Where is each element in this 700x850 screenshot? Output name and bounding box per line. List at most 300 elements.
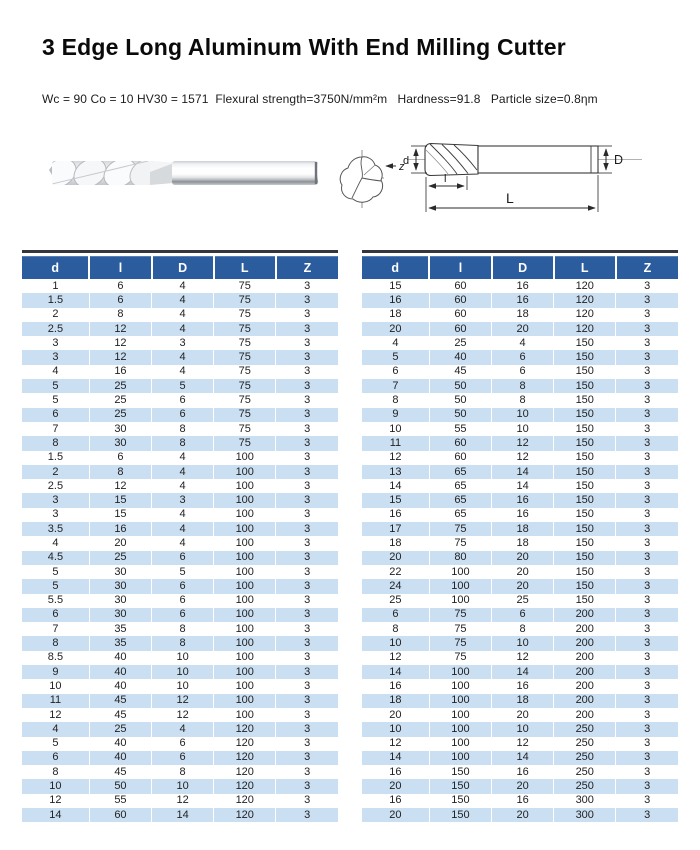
table-cell: 6	[492, 608, 554, 622]
table-row	[22, 493, 338, 507]
table-cell: 120	[214, 794, 276, 808]
table-cell: 8	[22, 436, 89, 450]
table-cell: 35	[89, 622, 151, 636]
table-cell: 12	[89, 479, 151, 493]
table-row	[362, 651, 678, 665]
table-cell: 18	[492, 308, 554, 322]
size-table	[22, 256, 338, 822]
table-cell: 30	[89, 579, 151, 593]
table-row	[362, 565, 678, 579]
table-cell: 3	[644, 308, 651, 321]
table-cell: 10	[362, 636, 429, 650]
table-row	[22, 765, 338, 779]
table-row	[22, 293, 338, 307]
table-row	[22, 665, 338, 679]
table-cell: 3	[644, 679, 651, 692]
table-cell: 14	[362, 751, 429, 765]
table-cell: 6	[492, 365, 554, 379]
table-row	[362, 451, 678, 465]
table-row	[22, 579, 338, 593]
table-cell: 25	[89, 393, 151, 407]
table-cell: 75	[429, 536, 491, 550]
table-cell: 100	[214, 579, 276, 593]
table-cell: 3	[276, 636, 338, 650]
table-cell: 6	[152, 751, 214, 765]
table-cell: 12	[492, 651, 554, 665]
table-cell: 150	[554, 479, 616, 493]
table-row	[22, 551, 338, 565]
table-cell: 6	[362, 608, 429, 622]
table-cell: 3	[616, 350, 678, 364]
table-cell: 14	[492, 479, 554, 493]
table-cell: 100	[429, 722, 491, 736]
table-row	[22, 479, 338, 493]
table-cell: 4	[22, 536, 89, 550]
table-cell: 18	[492, 522, 554, 536]
table-cell: 16	[362, 508, 429, 522]
table-row	[22, 365, 338, 379]
table-cell: 3	[276, 722, 338, 736]
table-cell: 100	[214, 665, 276, 679]
table-cell: 4	[362, 336, 429, 350]
table-cell: 8	[152, 422, 214, 436]
size-table-left	[22, 250, 338, 822]
table-cell: 15	[89, 508, 151, 522]
table-row	[362, 808, 678, 822]
table-row	[362, 465, 678, 479]
table-cell: 3	[304, 651, 311, 664]
table-cell: 8	[362, 393, 429, 407]
column-header: d	[22, 256, 89, 279]
table-cell: 60	[429, 436, 491, 450]
table-cell: 25	[89, 551, 151, 565]
table-row	[362, 408, 678, 422]
table-cell: 10	[152, 679, 214, 693]
table-cell: 25	[492, 594, 554, 608]
table-cell: 20	[492, 708, 554, 722]
table-row	[22, 722, 338, 736]
table-cell: 5	[22, 565, 89, 579]
table-row	[362, 765, 678, 779]
table-cell: 18	[362, 308, 429, 322]
table-cell: 150	[554, 393, 616, 407]
table-cell: 50	[429, 393, 491, 407]
table-cell: 6	[22, 408, 89, 422]
table-cell: 14	[362, 479, 429, 493]
table-row	[22, 751, 338, 765]
table-cell: 120	[554, 322, 616, 336]
table-cell: 3	[276, 379, 338, 393]
column-header: Z	[616, 256, 678, 279]
table-cell: 150	[554, 522, 616, 536]
table-cell: 3	[616, 551, 678, 565]
table-row	[22, 322, 338, 336]
table-cell: 150	[554, 594, 616, 608]
table-cell: 16	[492, 508, 554, 522]
table-row	[22, 565, 338, 579]
table-cell: 7	[22, 422, 89, 436]
table-cell: 4	[152, 322, 214, 336]
column-header: L	[214, 256, 276, 279]
table-cell: 120	[214, 808, 276, 822]
table-cell: 3	[304, 536, 311, 549]
table-top-bar	[22, 250, 338, 253]
table-cell: 100	[214, 694, 276, 708]
table-cell: 3	[304, 565, 311, 578]
table-cell: 100	[214, 622, 276, 636]
table-cell: 15	[362, 279, 429, 293]
table-cell: 3	[616, 694, 678, 708]
table-cell: 40	[89, 651, 151, 665]
table-cell: 100	[214, 608, 276, 622]
table-cell: 40	[89, 665, 151, 679]
table-cell: 16	[492, 765, 554, 779]
table-cell: 3	[276, 779, 338, 793]
table-cell: 100	[214, 708, 276, 722]
table-cell: 12	[22, 708, 89, 722]
cutter-photo-image	[48, 157, 324, 189]
table-cell: 16	[362, 765, 429, 779]
table-cell: 16	[362, 679, 429, 693]
table-cell: 4	[152, 293, 214, 307]
table-cell: 8	[492, 379, 554, 393]
table-cell: 200	[554, 665, 616, 679]
table-cell: 75	[214, 408, 276, 422]
table-cell: 100	[214, 479, 276, 493]
table-cell: 150	[554, 565, 616, 579]
table-cell: 14	[492, 751, 554, 765]
table-cell: 1.5	[22, 451, 89, 465]
table-cell: 6	[492, 350, 554, 364]
table-cell: 1.5	[22, 293, 89, 307]
table-row	[22, 608, 338, 622]
table-row	[362, 579, 678, 593]
table-cell: 50	[89, 779, 151, 793]
table-cell: 8	[492, 622, 554, 636]
table-cell: 18	[492, 536, 554, 550]
table-cell: 6	[152, 737, 214, 751]
table-cell: 3	[616, 408, 678, 422]
table-cell: 75	[214, 293, 276, 307]
table-cell: 8	[362, 622, 429, 636]
table-cell: 100	[429, 737, 491, 751]
table-cell: 50	[429, 379, 491, 393]
table-cell: 13	[362, 465, 429, 479]
table-row	[22, 422, 338, 436]
dimension-diagram	[400, 130, 670, 232]
table-cell: 3	[616, 379, 678, 393]
table-cell: 65	[429, 479, 491, 493]
table-cell: 6	[152, 608, 214, 622]
table-cell: 6	[152, 393, 214, 407]
table-cell: 10	[152, 665, 214, 679]
table-cell: 12	[362, 651, 429, 665]
table-cell: 5	[152, 379, 214, 393]
table-cell: 8	[152, 436, 214, 450]
table-cell: 12	[152, 694, 214, 708]
table-cell: 3	[304, 679, 311, 692]
table-cell: 10	[22, 779, 89, 793]
table-cell: 35	[89, 636, 151, 650]
table-cell: 200	[554, 636, 616, 650]
table-cell: 20	[362, 808, 429, 822]
table-cell: 200	[554, 651, 616, 665]
table-row	[362, 536, 678, 550]
table-row	[362, 679, 678, 693]
table-cell: 250	[554, 751, 616, 765]
table-cell: 3	[644, 765, 651, 778]
table-cell: 30	[89, 594, 151, 608]
table-cell: 75	[214, 336, 276, 350]
flute-length-label: l	[444, 173, 447, 185]
table-row	[362, 522, 678, 536]
table-cell: 6	[22, 608, 89, 622]
table-cell: 150	[554, 536, 616, 550]
table-cell: 3	[304, 451, 311, 464]
table-cell: 100	[214, 522, 276, 536]
table-cell: 12	[89, 336, 151, 350]
table-cell: 75	[214, 436, 276, 450]
table-cell: 55	[89, 794, 151, 808]
table-cell: 100	[429, 665, 491, 679]
table-cell: 3	[644, 708, 651, 721]
table-cell: 200	[554, 694, 616, 708]
table-cell: 80	[429, 551, 491, 565]
table-cell: 3	[616, 436, 678, 450]
table-cell: 1	[22, 279, 89, 293]
table-cell: 120	[214, 722, 276, 736]
table-cell: 3	[276, 493, 338, 507]
table-cell: 30	[89, 565, 151, 579]
table-cell: 3	[616, 293, 678, 307]
table-cell: 5.5	[22, 594, 89, 608]
table-cell: 3	[304, 508, 311, 521]
table-cell: 300	[554, 808, 616, 822]
table-cell: 16	[492, 679, 554, 693]
table-cell: 10	[362, 722, 429, 736]
table-row	[22, 436, 338, 450]
table-row	[22, 465, 338, 479]
table-cell: 120	[214, 779, 276, 793]
table-cell: 45	[89, 694, 151, 708]
table-cell: 6	[89, 279, 151, 293]
table-cell: 150	[554, 436, 616, 450]
table-cell: 120	[554, 308, 616, 322]
table-cell: 6	[89, 293, 151, 307]
table-row	[362, 551, 678, 565]
table-cell: 100	[214, 536, 276, 550]
table-cell: 11	[362, 436, 429, 450]
table-cell: 120	[214, 737, 276, 751]
table-cell: 12	[89, 322, 151, 336]
table-cell: 2.5	[22, 479, 89, 493]
table-cell: 5	[22, 379, 89, 393]
table-cell: 8	[89, 465, 151, 479]
table-cell: 75	[429, 608, 491, 622]
table-row	[362, 694, 678, 708]
table-row	[362, 779, 678, 793]
table-cell: 3	[644, 365, 651, 378]
table-cell: 20	[492, 808, 554, 822]
table-row	[22, 393, 338, 407]
table-cell: 55	[429, 422, 491, 436]
table-cell: 3	[22, 336, 89, 350]
end-mill-photo-graphic	[48, 157, 324, 189]
table-cell: 4	[22, 365, 89, 379]
table-cell: 2	[22, 465, 89, 479]
table-cell: 60	[89, 808, 151, 822]
table-cell: 45	[89, 765, 151, 779]
table-row	[22, 794, 338, 808]
table-row	[22, 536, 338, 550]
table-cell: 8	[89, 308, 151, 322]
table-cell: 25	[89, 722, 151, 736]
table-cell: 10	[362, 422, 429, 436]
table-cell: 150	[554, 408, 616, 422]
table-cell: 6	[152, 594, 214, 608]
table-cell: 10	[492, 422, 554, 436]
table-cell: 75	[429, 522, 491, 536]
table-cell: 20	[492, 579, 554, 593]
table-cell: 3	[22, 493, 89, 507]
table-row	[362, 508, 678, 522]
table-row	[22, 622, 338, 636]
table-cell: 11	[22, 694, 89, 708]
table-row	[362, 665, 678, 679]
table-cell: 75	[214, 365, 276, 379]
table-cell: 14	[492, 465, 554, 479]
table-cell: 4	[152, 536, 214, 550]
table-cell: 25	[362, 594, 429, 608]
table-cell: 8	[492, 393, 554, 407]
table-cell: 3	[276, 322, 338, 336]
table-cell: 200	[554, 608, 616, 622]
table-cell: 3	[644, 394, 651, 407]
table-cell: 25	[89, 379, 151, 393]
table-cell: 3	[152, 493, 214, 507]
table-cell: 75	[214, 350, 276, 364]
table-cell: 9	[362, 408, 429, 422]
table-row	[362, 293, 678, 307]
table-header-row	[362, 256, 678, 279]
table-cell: 4	[152, 722, 214, 736]
table-cell: 150	[554, 350, 616, 364]
table-cell: 3	[304, 765, 311, 778]
table-cell: 20	[362, 708, 429, 722]
table-cell: 250	[554, 779, 616, 793]
table-cell: 3	[276, 408, 338, 422]
table-cell: 3	[644, 336, 651, 349]
table-cell: 100	[214, 451, 276, 465]
table-cell: 100	[429, 594, 491, 608]
table-row	[362, 350, 678, 364]
table-cell: 3	[304, 737, 311, 750]
table-row	[362, 622, 678, 636]
table-row	[362, 594, 678, 608]
table-cell: 100	[214, 594, 276, 608]
table-cell: 75	[214, 308, 276, 322]
table-cell: 2.5	[22, 322, 89, 336]
table-row	[22, 379, 338, 393]
table-cell: 50	[429, 408, 491, 422]
table-cell: 24	[362, 579, 429, 593]
table-cell: 6	[152, 551, 214, 565]
table-cell: 3	[644, 279, 651, 292]
table-cell: 40	[429, 350, 491, 364]
table-cell: 10	[152, 779, 214, 793]
table-row	[362, 322, 678, 336]
table-cell: 8	[152, 636, 214, 650]
table-cell: 3	[644, 794, 651, 807]
table-cell: 5	[152, 565, 214, 579]
table-row	[362, 708, 678, 722]
diameter-shank-label: D	[614, 153, 624, 167]
overall-length-label: L	[506, 190, 514, 206]
table-cell: 3	[276, 608, 338, 622]
table-row	[22, 308, 338, 322]
table-cell: 3	[22, 508, 89, 522]
table-cell: 150	[429, 779, 491, 793]
table-cell: 8	[152, 765, 214, 779]
table-cell: 3	[616, 522, 678, 536]
table-cell: 75	[214, 322, 276, 336]
table-cell: 6	[152, 579, 214, 593]
table-cell: 3	[644, 622, 651, 635]
table-row	[22, 451, 338, 465]
table-cell: 3	[644, 594, 651, 607]
table-row	[22, 594, 338, 608]
table-cell: 5	[22, 579, 89, 593]
table-row	[22, 636, 338, 650]
table-cell: 6	[89, 451, 151, 465]
table-cell: 3	[616, 751, 678, 765]
table-row	[22, 694, 338, 708]
table-cell: 3	[304, 336, 311, 349]
table-row	[362, 479, 678, 493]
table-cell: 17	[362, 522, 429, 536]
table-cell: 3	[304, 422, 311, 435]
table-cell: 250	[554, 722, 616, 736]
table-cell: 40	[89, 679, 151, 693]
table-cell: 3	[304, 479, 311, 492]
table-cell: 3	[304, 394, 311, 407]
table-row	[22, 508, 338, 522]
table-cell: 150	[554, 508, 616, 522]
table-cell: 3	[644, 536, 651, 549]
table-cell: 75	[214, 279, 276, 293]
table-cell: 100	[429, 751, 491, 765]
table-cell: 3	[22, 350, 89, 364]
table-row	[362, 436, 678, 450]
table-cell: 4	[152, 279, 214, 293]
table-row	[22, 679, 338, 693]
table-cell: 60	[429, 322, 491, 336]
table-cell: 3	[616, 722, 678, 736]
table-row	[22, 408, 338, 422]
table-cell: 3	[276, 665, 338, 679]
table-row	[22, 737, 338, 751]
table-cell: 75	[429, 622, 491, 636]
table-cell: 20	[362, 779, 429, 793]
table-row	[362, 422, 678, 436]
table-cell: 3	[276, 808, 338, 822]
table-row	[362, 365, 678, 379]
table-cell: 16	[492, 279, 554, 293]
column-header: l	[89, 256, 151, 279]
table-cell: 6	[362, 365, 429, 379]
table-cell: 3	[304, 279, 311, 292]
table-cell: 30	[89, 608, 151, 622]
